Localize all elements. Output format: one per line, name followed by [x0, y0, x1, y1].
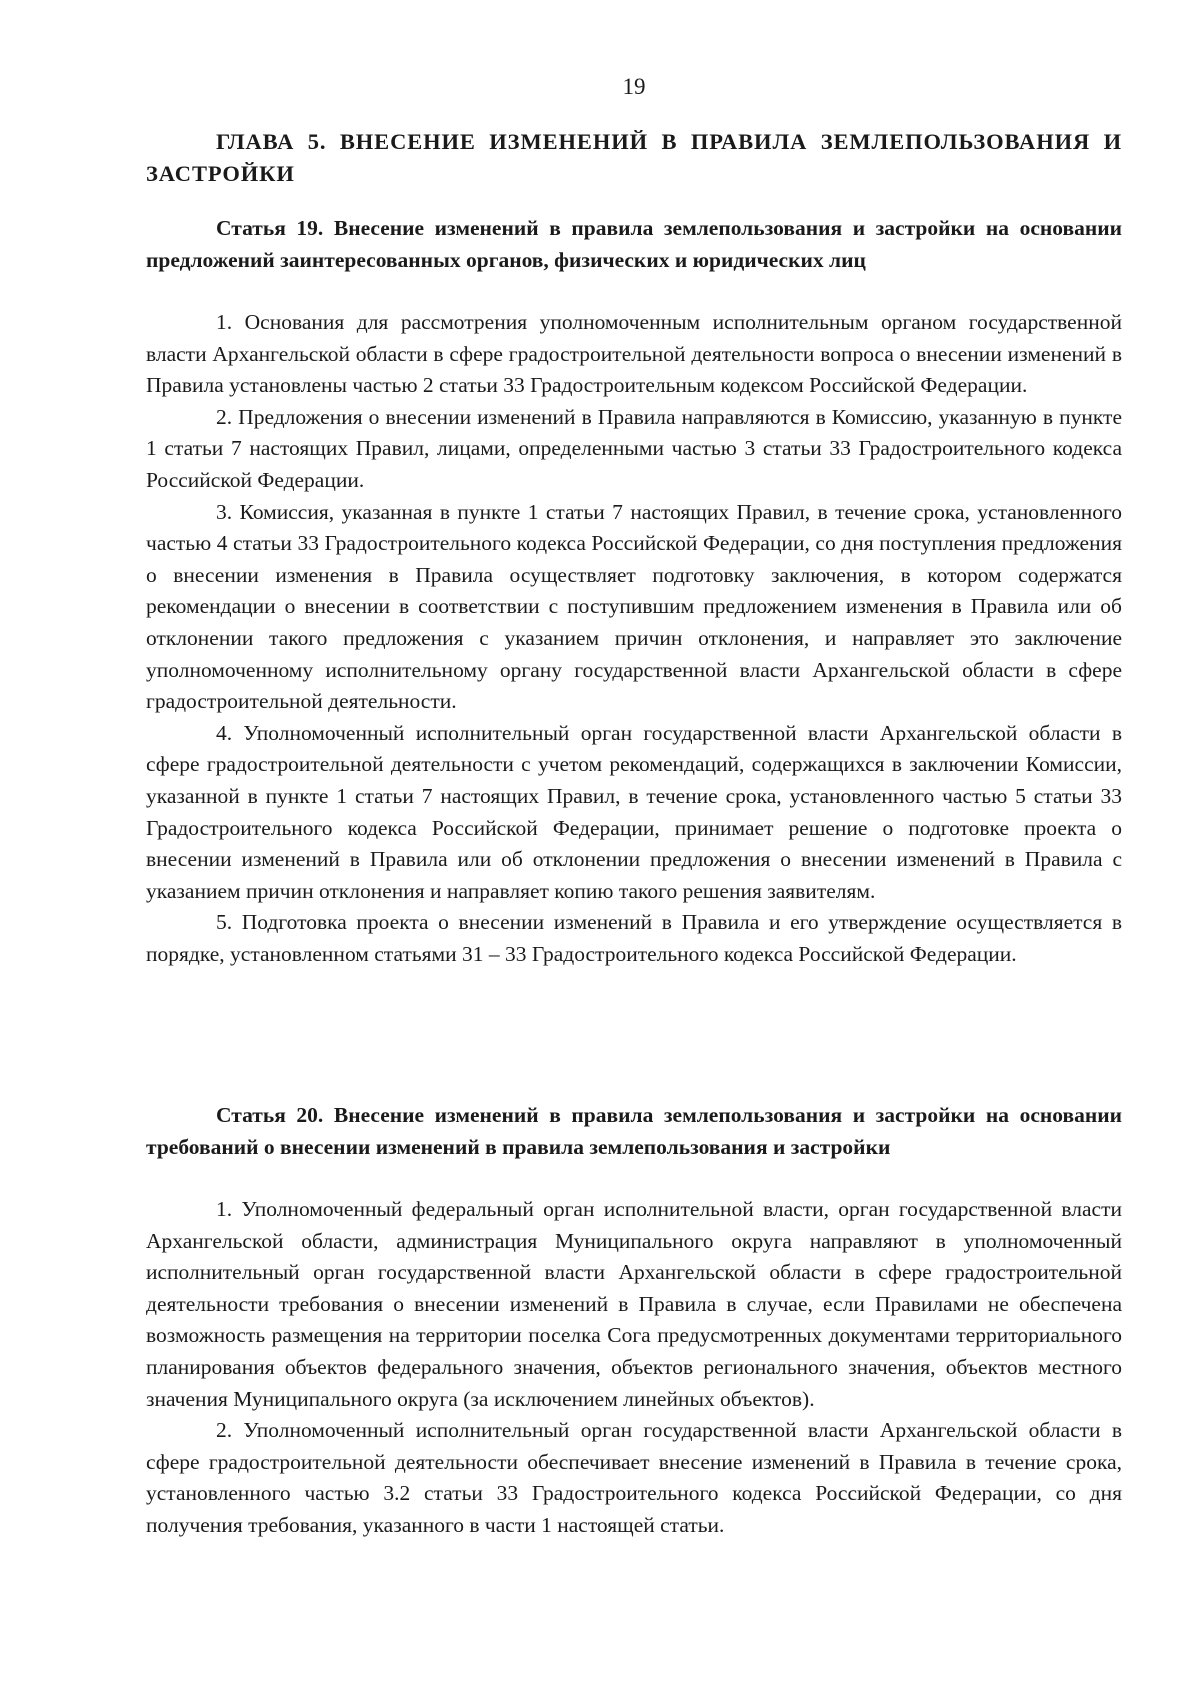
article-20-body — [146, 1194, 1122, 1542]
chapter-title: ГЛАВА 5. ВНЕСЕНИЕ ИЗМЕНЕНИЙ В ПРАВИЛА ЗЕМЛЕПОЛЬЗОВАНИЯ И ЗАСТРОЙКИ — [146, 129, 1122, 186]
article-20-paragraph-2: 2. Уполномоченный исполнительный орган государственной власти Архангельской области в сфере градостроительной деятельности обеспечивает внесение изменений в Правила в течение срока, установленного частью 3.2 статьи 33 Градостроительного кодекса Российской Федерации, со дня получения требования, указанного в части 1 настоящей статьи. — [146, 1418, 1122, 1537]
article-19-paragraph-1: 1. Основания для рассмотрения уполномоченным исполнительным органом государственной власти Архангельской области в сфере градостроительной деятельности вопроса о внесении изменений в Правила установлены частью 2 статьи 33 Градостроительным кодексом Российской Федерации. — [146, 310, 1122, 398]
article-20-paragraph-1: 1. Уполномоченный федеральный орган исполнительной власти, орган государственной власти Архангельской области, администрация Муниципального округа направляют в уполномоченный исполнительный орган государственной власти Архангельской области в сфере градостроительной деятельности требования о внесении изменений в Правила в случае, если Правилами не обеспечена возможность размещения на территории поселка Сога предусмотренных документами территориального планирования объектов федерального значения, объектов регионального значения, объектов местного значения Муниципального округа (за исключением линейных объектов). — [146, 1197, 1122, 1411]
article-19-paragraph-3: 3. Комиссия, указанная в пункте 1 статьи 7 настоящих Правил, в течение срока, установленного частью 4 статьи 33 Градостроительного кодекса Российской Федерации, со дня поступления предложения о внесении изменения в Правила осуществляет подготовку заключения, в котором содержатся рекомендации о внесении в соответствии с поступившим предложением изменения в Правила или об отклонении такого предложения с указанием причин отклонения, и направляет это заключение уполномоченному исполнительному органу государственной власти Архангельской области в сфере градостроительной деятельности. — [146, 499, 1122, 714]
article-19-body — [146, 307, 1122, 970]
page-number: 19 — [622, 74, 646, 99]
article-19-paragraph-2: 2. Предложения о внесении изменений в Правила направляются в Комиссию, указанную в пункте 1 статьи 7 настоящих Правил, лицами, определенными частью 3 статьи 33 Градостроительного кодекса Российской Федерации. — [146, 404, 1122, 492]
article-19-paragraph-4: 4. Уполномоченный исполнительный орган государственной власти Архангельской области в сфере градостроительной деятельности с учетом рекомендаций, содержащихся в заключении Комиссии, указанной в пункте 1 статьи 7 настоящих Правил, в течение срока, установленного частью 5 статьи 33 Градостроительного кодекса Российской Федерации, принимает решение о подготовке проекта о внесении изменений в Правила или об отклонении предложения о внесении изменений в Правила с указанием причин отклонения и направляет копию такого решения заявителям. — [146, 720, 1122, 903]
article-19-title: Статья 19. Внесение изменений в правила землепользования и застройки на основании предложений заинтересованных органов, физических и юридических лиц — [146, 216, 1122, 272]
article-19-paragraph-5: 5. Подготовка проекта о внесении изменений в Правила и его утверждение осуществляется в порядке, установленном статьями 31 – 33 Градостроительного кодекса Российской Федерации. — [146, 910, 1122, 966]
article-20-title: Статья 20. Внесение изменений в правила землепользования и застройки на основании требований о внесении изменений в правила землепользования и застройки — [146, 1103, 1122, 1159]
